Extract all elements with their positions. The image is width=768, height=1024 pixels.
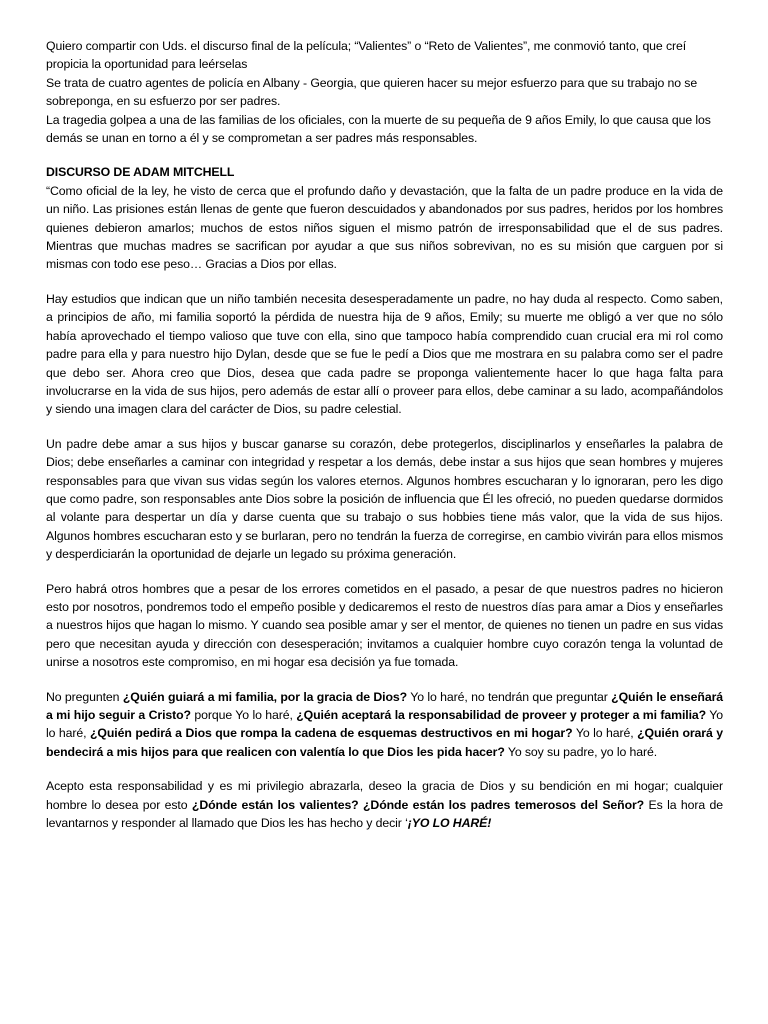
intro-paragraph-1: Quiero compartir con Uds. el discurso final de la película; “Valientes” o “Reto de Valientes”, me conmovió tanto, que creí propicia la oportunidad para leérselas <box>46 39 687 72</box>
text-run: Yo lo haré, no tendrán que preguntar <box>407 689 612 704</box>
bold-question-2: ¿Quién le enseñará a mi hijo seguir a Cristo? <box>46 689 723 722</box>
speech-paragraph-6 <box>46 777 723 832</box>
speech-paragraph-5 <box>46 688 723 762</box>
speech-paragraph-1: “Como oficial de la ley, he visto de cerca que el profundo daño y devastación, que la falta de un padre produce en la vida de un niño. Las prisiones están llenas de gente que fueron descuidados y abandonados por sus padres, heridos por los hombres quienes debieron amarlos; muchos de estos niños siguen el mismo patrón de irresponsabilidad que el de sus padres. Mientras que muchas madres se sacrifican por ayudar a que sus niños sobrevivan, no es su misión que carguen por si mismas con todo ese peso… Gracias a Dios por ellas. <box>46 183 723 272</box>
bold-question-5: ¿Quién orará y bendecirá a mis hijos para que realicen con valentía lo que Dios les pida hacer? <box>46 726 724 759</box>
bold-questions: ¿Dónde están los valientes? ¿Dónde están los padres temerosos del Señor? <box>191 797 645 812</box>
intro-paragraph-3: La tragedia golpea a una de las familias de los oficiales, con la muerte de su pequeña de 9 años Emily, lo que causa que los demás se unan en torno a él y se comprometan a ser padres más responsables. <box>46 112 711 146</box>
intro-paragraph-2: Se trata de cuatro agentes de policía en Albany - Georgia, que quieren hacer su mejor esfuerzo para que su trabajo no se sobreponga, en su esfuerzo por ser padres. <box>46 75 698 109</box>
speech-paragraph-3: Un padre debe amar a sus hijos y buscar ganarse su corazón, debe protegerlos, disciplinarlos y enseñarles la palabra de Dios; debe enseñarles a caminar con integridad y respetar a los demás, debe instar a sus hijos que sean hombres y mujeres responsables para que vivan sus vidas según los valores eternos. Algunos hombres escucharan y lo ignoraran, pero les digo que como padre, son responsables ante Dios sobre la posición de influencia que Él les ofreció, no pueden quedarse dormidos al volante para despertar un día y darse cuenta que su trabajo o sus hobbies tiene más valor, que la vida de sus hijos. Algunos hombres escucharan esto y se burlaran, pero no tendrán la fuerza de corregirse, en cambio vivirán para ellos mismos y desperdiciarán la oportunidad de dejarle un legado su próxima generación. <box>46 436 723 562</box>
text-run: No pregunten <box>46 689 123 704</box>
bold-question-1: ¿Quién guiará a mi familia, por la gracia de Dios? <box>122 689 408 704</box>
paragraph-gap <box>46 564 723 580</box>
text-run: Yo lo haré, <box>46 708 723 741</box>
text-run: Yo lo haré, <box>572 726 638 741</box>
bold-question-3: ¿Quién aceptará la responsabilidad de proveer y proteger a mi familia? <box>296 708 707 722</box>
speech-paragraph-2: Hay estudios que indican que un niño también necesita desesperadamente un padre, no hay duda al respecto. Como saben, a principios de año, mi familia soportó la pérdida de nuestra hija de 9 años, Emily; su muerte me obligó a ver que no sólo había aprovechado el tiempo valioso que tuve con ella, sino que tampoco había comprendido cuan crucial era mi rol como padre para ella y para nuestro hijo Dylan, desde que se fue le pedí a Dios que me mostrara en su palabra como ser el padre que debo ser. Ahora creo que Dios, desea que cada padre se proponga valientemente hacer lo que haga falta para involucrarse en la vida de sus hijos, pero además de estar allí o proveer para ellos, debe caminar a su lado, acompañándolos y siendo una imagen clara del carácter de Dios, su padre celestial. <box>46 291 723 417</box>
speech-heading: DISCURSO DE ADAM MITCHELL <box>46 165 235 180</box>
speech-paragraph-4: Pero habrá otros hombres que a pesar de los errores cometidos en el pasado, a pesar de que nuestros padres no hicieron esto por nosotros, pondremos todo el empeño posible y dedicaremos el resto de nuestros días para amar a Dios y enseñarles a nuestros hijos que hagan lo mismo. Y cuando sea posible amar y ser el mentor, de quienes no tienen un padre en sus vidas pero que necesitan ayuda y dirección con desesperación; invitamos a cualquier hombre cuyo corazón tenga la voluntad de unirse a nosotros este compromiso, en mi hogar esa decisión ya fue tomada. <box>46 581 723 670</box>
document-page <box>46 37 723 832</box>
paragraph-gap <box>46 672 723 688</box>
paragraph-gap <box>46 274 723 290</box>
text-run: Es la hora de levantarnos y responder al llamado que Dios les has hecho y decir ‘ <box>46 797 723 831</box>
paragraph-gap <box>46 761 723 777</box>
closing-exclamation: ¡YO LO HARÉ! <box>407 816 492 831</box>
bold-question-4: ¿Quién pedirá a Dios que rompa la cadena de esquemas destructivos en mi hogar? <box>90 726 573 741</box>
text-run: Yo soy su padre, yo lo haré. <box>504 744 658 759</box>
paragraph-gap <box>46 419 723 435</box>
text-run: Acepto esta responsabilidad y es mi privilegio abrazarla, deseo la gracia de Dios y su bendición en mi hogar; cualquier hombre lo desea por esto <box>46 779 723 812</box>
paragraph-gap <box>46 147 723 163</box>
text-run: porque Yo lo haré, <box>190 708 297 722</box>
